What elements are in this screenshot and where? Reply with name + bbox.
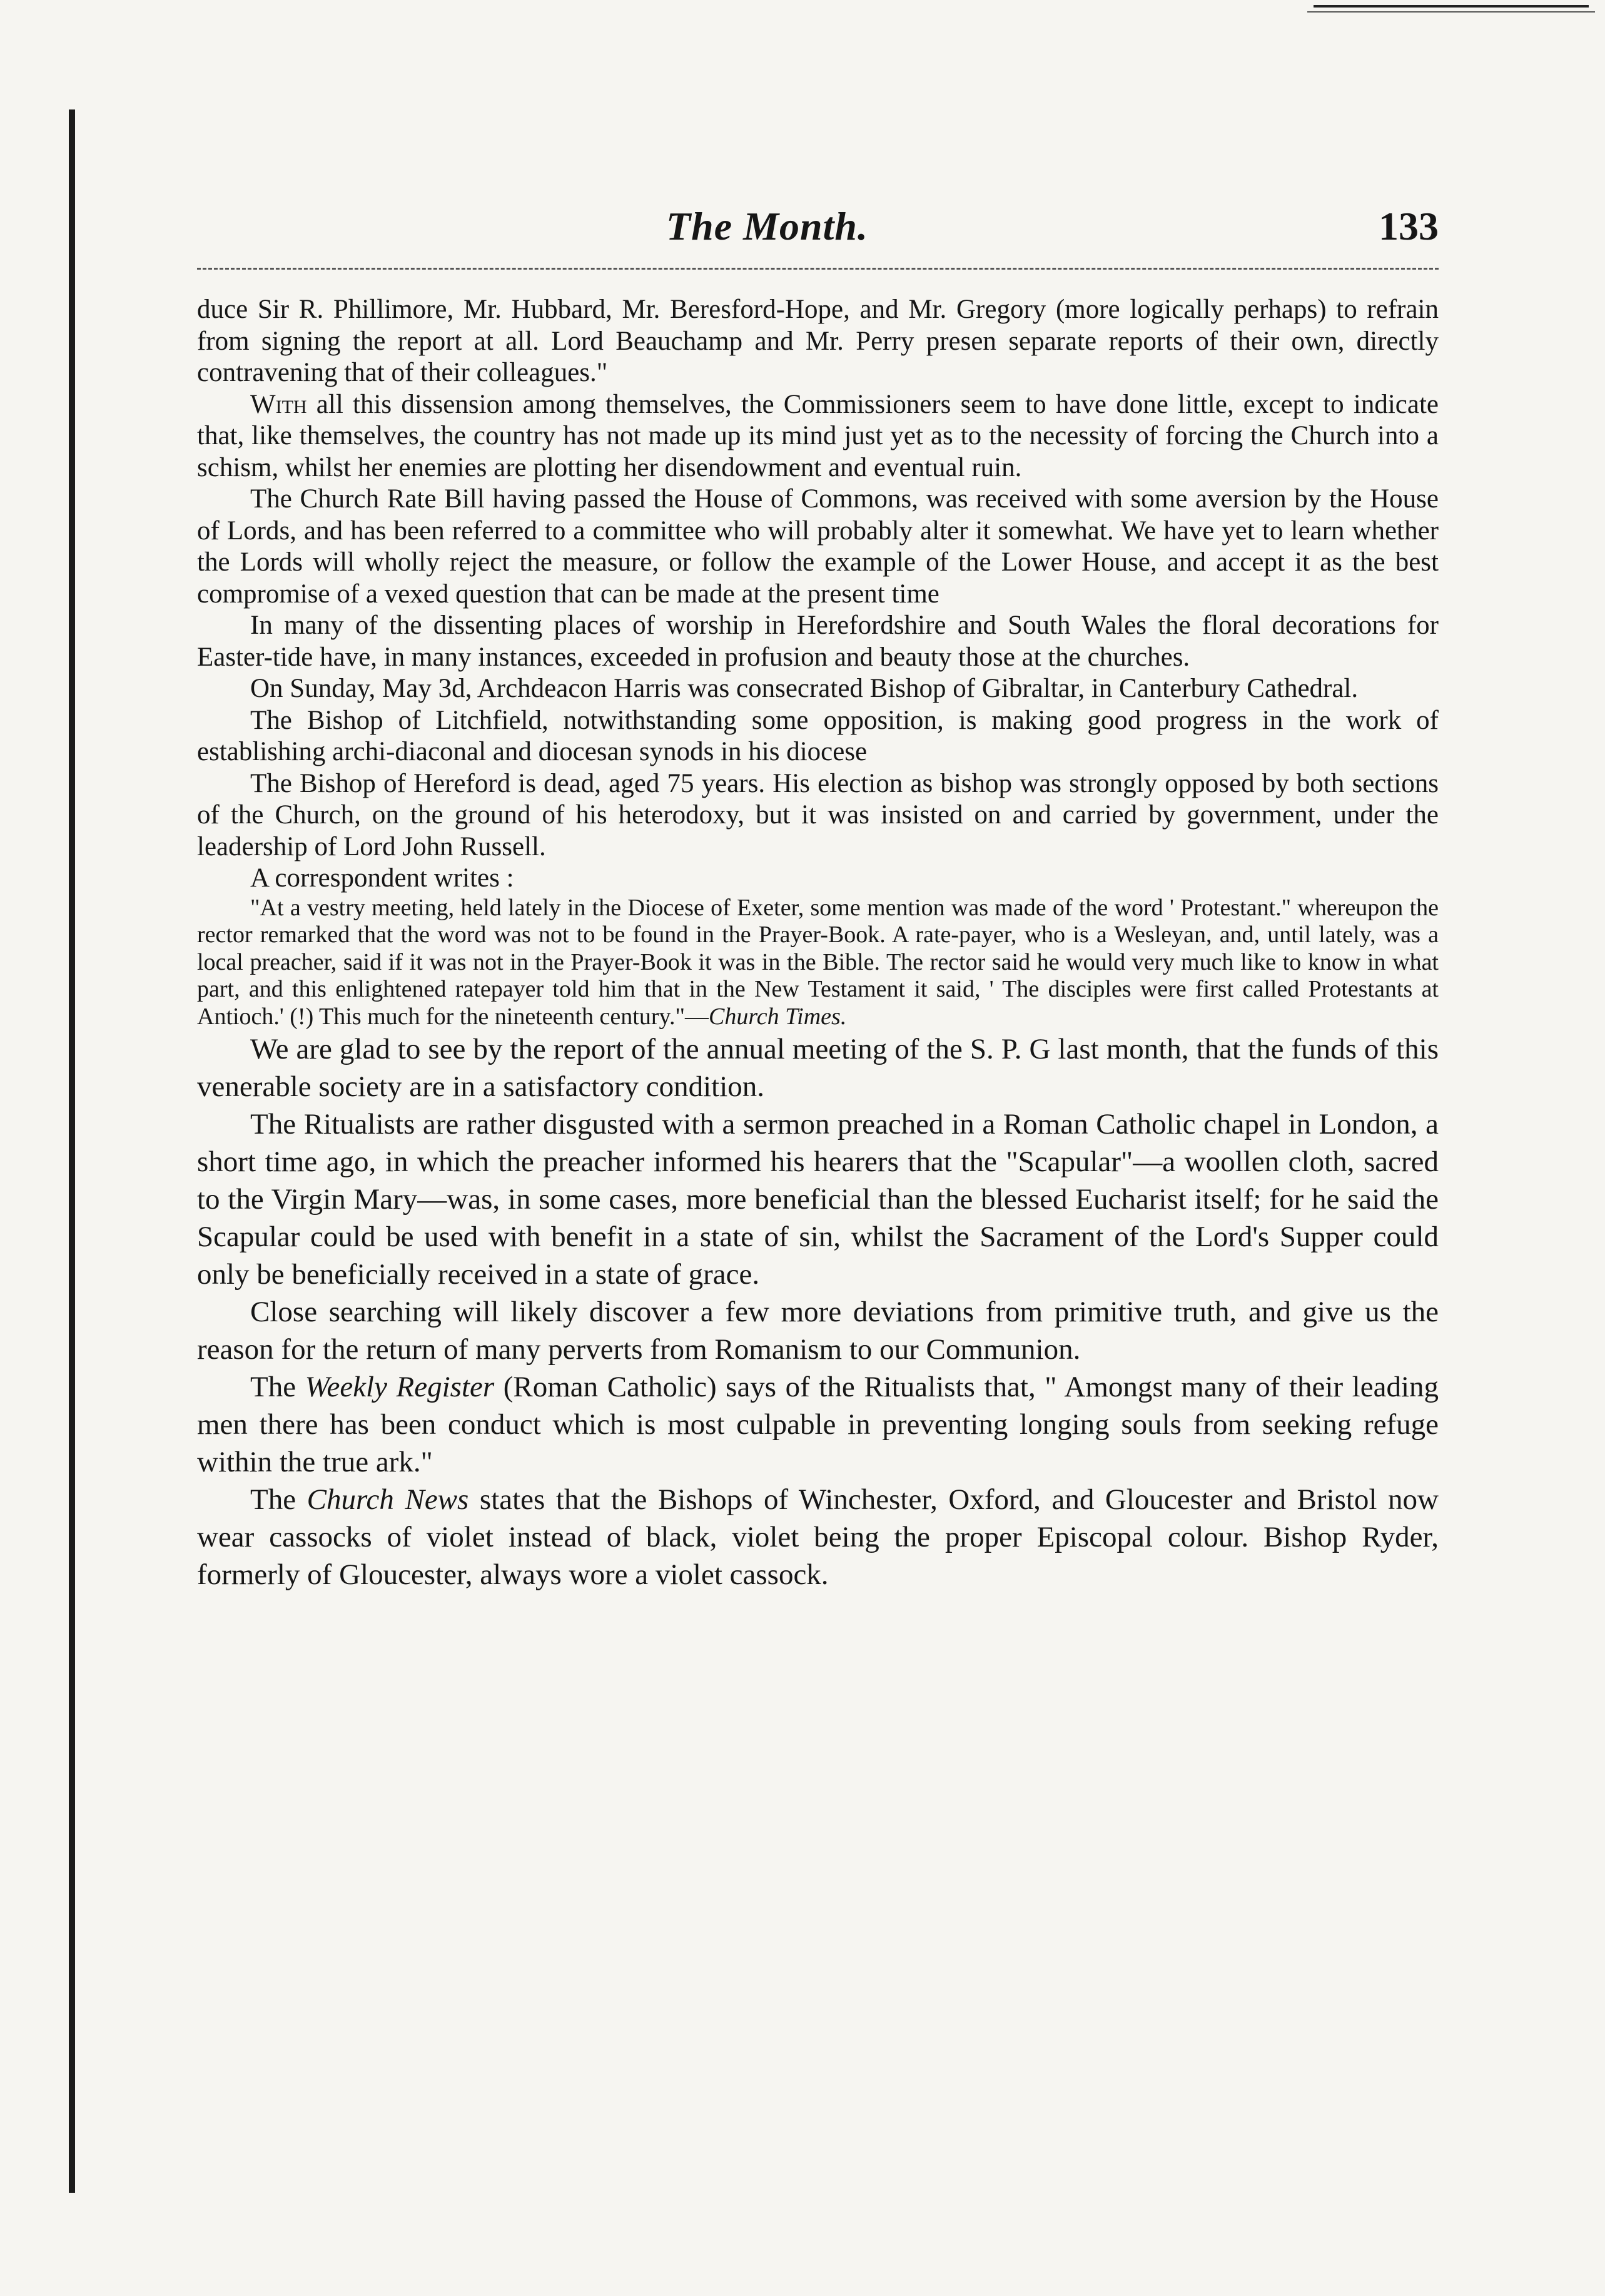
- lower-section: [197, 1030, 1439, 1593]
- paragraph-text: The: [250, 1483, 307, 1516]
- top-rule: [1314, 5, 1589, 8]
- paragraph: On Sunday, May 3d, Archdeacon Harris was consecrated Bishop of Gibraltar, in Canterbury Cathedral.: [250, 674, 1359, 703]
- paragraph: The Ritualists are rather disgusted with a sermon preached in a Roman Catholic chapel in London, a short time ago, in which the preacher informed his hearers that the "Scapular"—a woollen cloth, sacred to the Virgin Mary—was, in some cases, more beneficial than the blessed Eucharist itself; for he said the Scapular could be used with benefit in a state of sin, whilst the Sacrament of the Lord's Supper could only be beneficially received in a state of grace.: [197, 1108, 1439, 1291]
- paragraph: A correspondent writes :: [250, 863, 514, 893]
- paragraph: duce Sir R. Phillimore, Mr. Hubbard, Mr. Beresford-Hope, and Mr. Gregory (more logically perhaps) to refrain from signing the report at all. Lord Beauchamp and Mr. Perry presen separate reports of their own, directly contravening that of their colleagues.": [197, 295, 1439, 387]
- quote-source: Church Times.: [709, 1003, 847, 1030]
- paragraph: [197, 1368, 1439, 1481]
- header-dashed-rule: [197, 268, 1439, 270]
- page-header: [197, 203, 1439, 253]
- paragraph: [197, 1481, 1439, 1593]
- paragraph-text: The: [250, 1371, 305, 1403]
- article-body: [197, 294, 1439, 1593]
- paragraph-text: states that the Bishops of Winchester, Oxford, and Gloucester and Bristol now wear cassocks of violet instead of black, violet being the proper Episcopal colour. Bishop Ryder, formerly of Gloucester, always wore a violet cassock.: [197, 1483, 1439, 1591]
- binding-edge-bar: [69, 109, 75, 2193]
- paragraph: Close searching will likely discover a few more deviations from primitive truth, and give us the reason for the return of many perverts from Romanism to our Communion.: [197, 1296, 1439, 1366]
- paragraph-lead: With: [250, 389, 307, 419]
- paragraph: We are glad to see by the report of the annual meeting of the S. P. G last month, that the funds of this venerable society are in a satisfactory condition.: [197, 1033, 1439, 1103]
- publication-title: Church News: [306, 1483, 469, 1516]
- publication-title: Weekly Register: [305, 1371, 495, 1403]
- quote-text: [197, 895, 1439, 1031]
- page-number: 133: [1379, 204, 1439, 248]
- paragraph: [197, 389, 1439, 484]
- paragraph: The Bishop of Hereford is dead, aged 75 years. His election as bishop was strongly opposed by both sections of the Church, on the ground of his heterodoxy, but it was insisted on and carried by government, under the leadership of Lord John Russell.: [197, 768, 1439, 861]
- paragraph: The Bishop of Litchfield, notwithstanding some opposition, is making good progress in the work of establishing archi-diaconal and diocesan synods in his diocese: [197, 705, 1439, 766]
- paragraph: The Church Rate Bill having passed the House of Commons, was received with some aversion by the House of Lords, and has been referred to a committee who will probably alter it somewhat. We have yet to learn whether the Lords will wholly reject the measure, or follow the example of the Lower House, and accept it as the best compromise of a vexed question that can be made at the present time: [197, 484, 1439, 609]
- block-quote: [197, 895, 1439, 1031]
- quote-body: "At a vestry meeting, held lately in the Diocese of Exeter, some mention was made of the word ' Protestant." whereupon the rector remarked that the word was not to be found in the Prayer-Book. A rate-payer, who is a Wesleyan, and, until lately, was a local preacher, said if it was not in the Prayer-Book it was in the Bible. The rector said he would very much like to know in what part, and this enlightened ratepayer told him that in the New Testament it said, ' The disciples were first called Protestants at Antioch.' (!) This much for the nineteenth century."—: [197, 894, 1439, 1030]
- running-title: The Month.: [666, 204, 868, 248]
- top-rule-thin: [1307, 11, 1595, 13]
- paragraph: In many of the dissenting places of worship in Herefordshire and South Wales the floral decorations for Easter-tide have, in many instances, exceeded in profusion and beauty those at the churches.: [197, 611, 1439, 672]
- paragraph-text: (Roman Catholic) says of the Ritualists that, " Amongst many of their leading men there has been conduct which is most culpable in preventing longing souls from seeking refuge within the true ark.": [197, 1371, 1439, 1478]
- paragraph-text: all this dissension among themselves, the Commissioners seem to have done little, except to indicate that, like themselves, the country has not made up its mind just yet as to the necessity of forcing the Church into a schism, whilst her enemies are plotting her disendowment and eventual ruin.: [197, 389, 1439, 482]
